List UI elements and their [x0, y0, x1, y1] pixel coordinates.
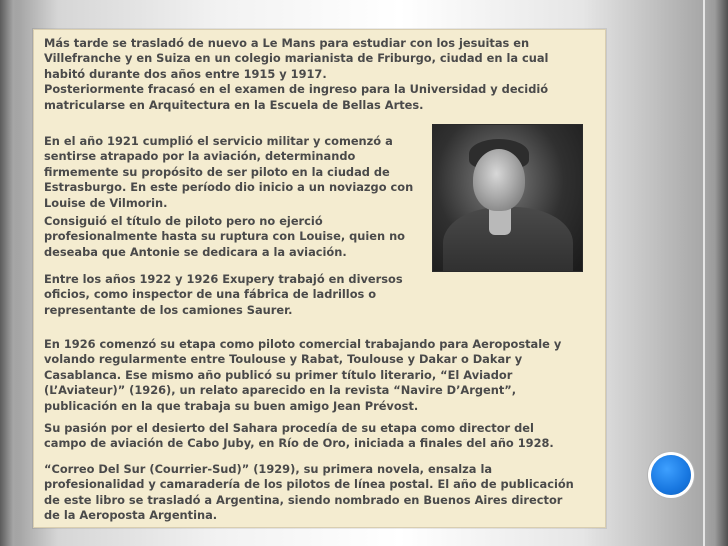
portrait-photo [432, 124, 583, 272]
paragraph-servicio-militar: En el año 1921 cumplió el servicio militar y comenzó a sentirse atrapado por la aviación, determinando firmemente su propósito de ser piloto en la ciudad de Estrasburgo. En este período dio inicio a un noviazgo con Louise de Vilmorin. [44, 134, 414, 210]
paragraph-correo-del-sur: “Correo Del Sur (Courrier-Sud)” (1929), su primera novela, ensalza la profesionalidad y camaradería de los pilotos de línea postal. El año de publicación de este libro se trasladó a Argentina, siendo nombrado en Buenos Aires director de la Aeroposta Argentina. [44, 462, 574, 523]
blue-circle-ornament [651, 455, 691, 495]
slide-content-card [33, 29, 606, 528]
paragraph-aeropostale: En 1926 comenzó su etapa como piloto comercial trabajando para Aeropostale y volando regularmente entre Toulouse y Rabat, Toulouse y Dakar o Dakar y Casablanca. Ese mismo año publicó su primer título literario, “El Aviador (L’Aviateur)” (1926), un relato aparecido en la revista “Navire D’Argent”, publicación en la que trabaja su buen amigo Jean Prévost. [44, 337, 562, 413]
paragraph-oficios: Entre los años 1922 y 1926 Exupery trabajó en diversos oficios, como inspector de una fábrica de ladrillos o representante de los camiones Saurer. [44, 272, 403, 317]
right-frame-line [703, 0, 705, 546]
paragraph-le-mans: Más tarde se trasladó de nuevo a Le Mans para estudiar con los jesuitas en Villefranche y en Suiza en un colegio marianista de Friburgo, ciudad en la cual habitó durante dos años entre 1915 y 1917. Posteriormente fracasó en el examen de ingreso para la Universidad y decidió matricularse en Arquitectura en la Escuela de Bellas Artes. [44, 36, 549, 112]
photo-face-shape [473, 149, 525, 211]
paragraph-titulo-piloto: Consiguió el título de piloto pero no ejerció profesionalmente hasta su ruptura con Louise, quien no deseaba que Antonie se dedicara a la aviación. [44, 214, 406, 259]
right-frame-edge [706, 0, 728, 546]
left-frame-edge [0, 0, 22, 546]
paragraph-sahara: Su pasión por el desierto del Sahara procedía de su etapa como director del campo de aviación de Cabo Juby, en Río de Oro, iniciada a finales del año 1928. [44, 421, 554, 451]
